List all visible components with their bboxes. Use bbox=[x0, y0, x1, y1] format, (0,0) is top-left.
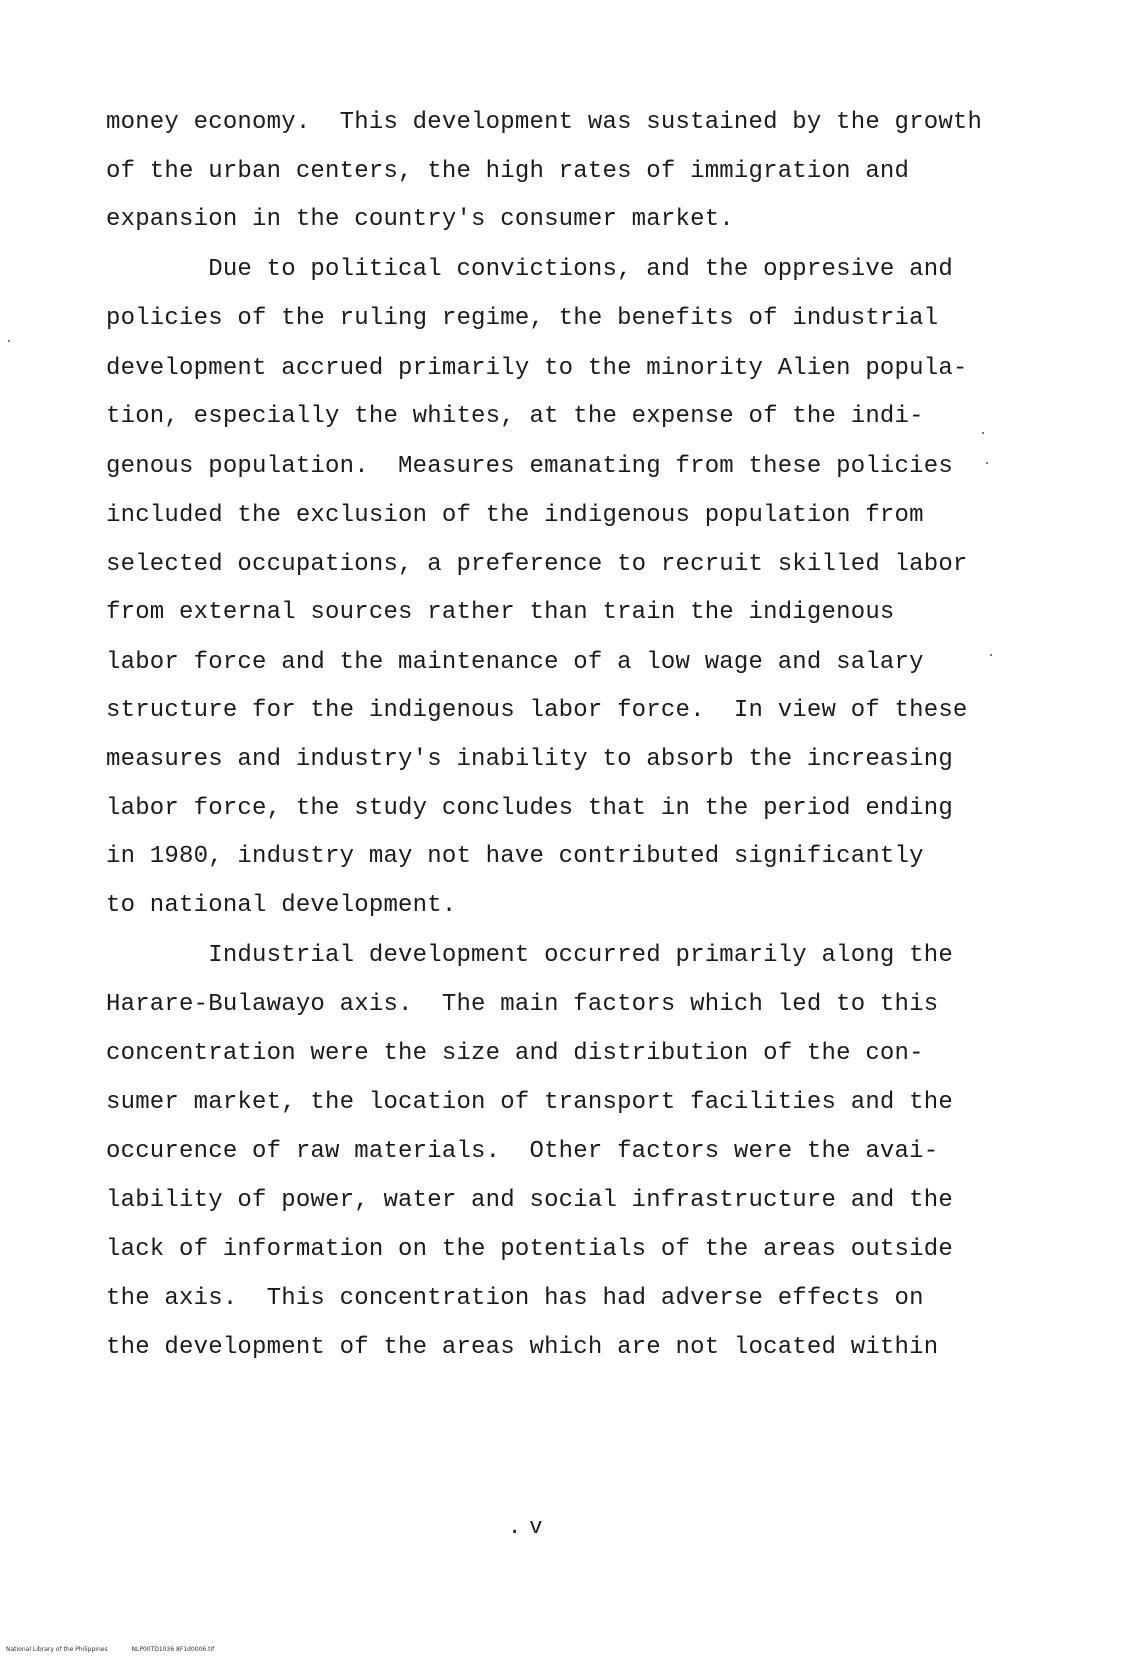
scan-footer bbox=[6, 1646, 214, 1654]
text-line: from external sources rather than train the indigenous bbox=[106, 599, 895, 626]
text-line: included the exclusion of the indigenous population from bbox=[106, 502, 924, 529]
text-line: concentration were the size and distribution of the con- bbox=[106, 1040, 924, 1067]
text-line: money economy. This development was sustained by the growth bbox=[106, 109, 983, 136]
text-line: labor force, the study concludes that in the period ending bbox=[106, 795, 953, 822]
file-id: NLP00TD1036 8F1d0006.tif bbox=[131, 1646, 215, 1653]
text-line: occurence of raw materials. Other factors were the avai- bbox=[106, 1138, 939, 1165]
scan-speck bbox=[8, 340, 10, 342]
text-line: measures and industry's inability to absorb the increasing bbox=[106, 746, 953, 773]
text-line: lack of information on the potentials of the areas outside bbox=[106, 1236, 953, 1263]
text-line: to national development. bbox=[106, 892, 457, 919]
page-number bbox=[508, 1514, 542, 1542]
text-line: in 1980, industry may not have contributed significantly bbox=[106, 843, 924, 870]
page-number-text: v bbox=[529, 1515, 543, 1540]
text-line: sumer market, the location of transport facilities and the bbox=[106, 1089, 953, 1116]
text-line: genous population. Measures emanating from these policies bbox=[106, 453, 953, 480]
text-line: labor force and the maintenance of a low wage and salary bbox=[106, 649, 924, 676]
text-line: structure for the indigenous labor force. In view of these bbox=[106, 697, 968, 724]
text-line: Industrial development occurred primarily along the bbox=[106, 942, 953, 969]
scan-speck bbox=[986, 462, 988, 464]
text-line: Harare-Bulawayo axis. The main factors which led to this bbox=[106, 991, 939, 1018]
text-line: policies of the ruling regime, the benefits of industrial bbox=[106, 305, 939, 332]
text-line: expansion in the country's consumer market. bbox=[106, 206, 734, 233]
text-line: tion, especially the whites, at the expense of the indi- bbox=[106, 403, 924, 430]
library-label: National Library of the Philippines bbox=[6, 1646, 108, 1653]
scan-speck bbox=[982, 432, 984, 434]
text-line: the axis. This concentration has had adverse effects on bbox=[106, 1285, 924, 1312]
text-line: Due to political convictions, and the oppresive and bbox=[106, 256, 953, 283]
text-line: selected occupations, a preference to recruit skilled labor bbox=[106, 551, 968, 578]
text-line: lability of power, water and social infrastructure and the bbox=[106, 1187, 953, 1214]
text-line: the development of the areas which are not located within bbox=[106, 1334, 939, 1361]
scan-speck: . bbox=[508, 1515, 522, 1540]
text-line: development accrued primarily to the minority Alien popula- bbox=[106, 355, 968, 382]
scan-speck bbox=[990, 654, 992, 656]
text-line: of the urban centers, the high rates of immigration and bbox=[106, 158, 910, 185]
